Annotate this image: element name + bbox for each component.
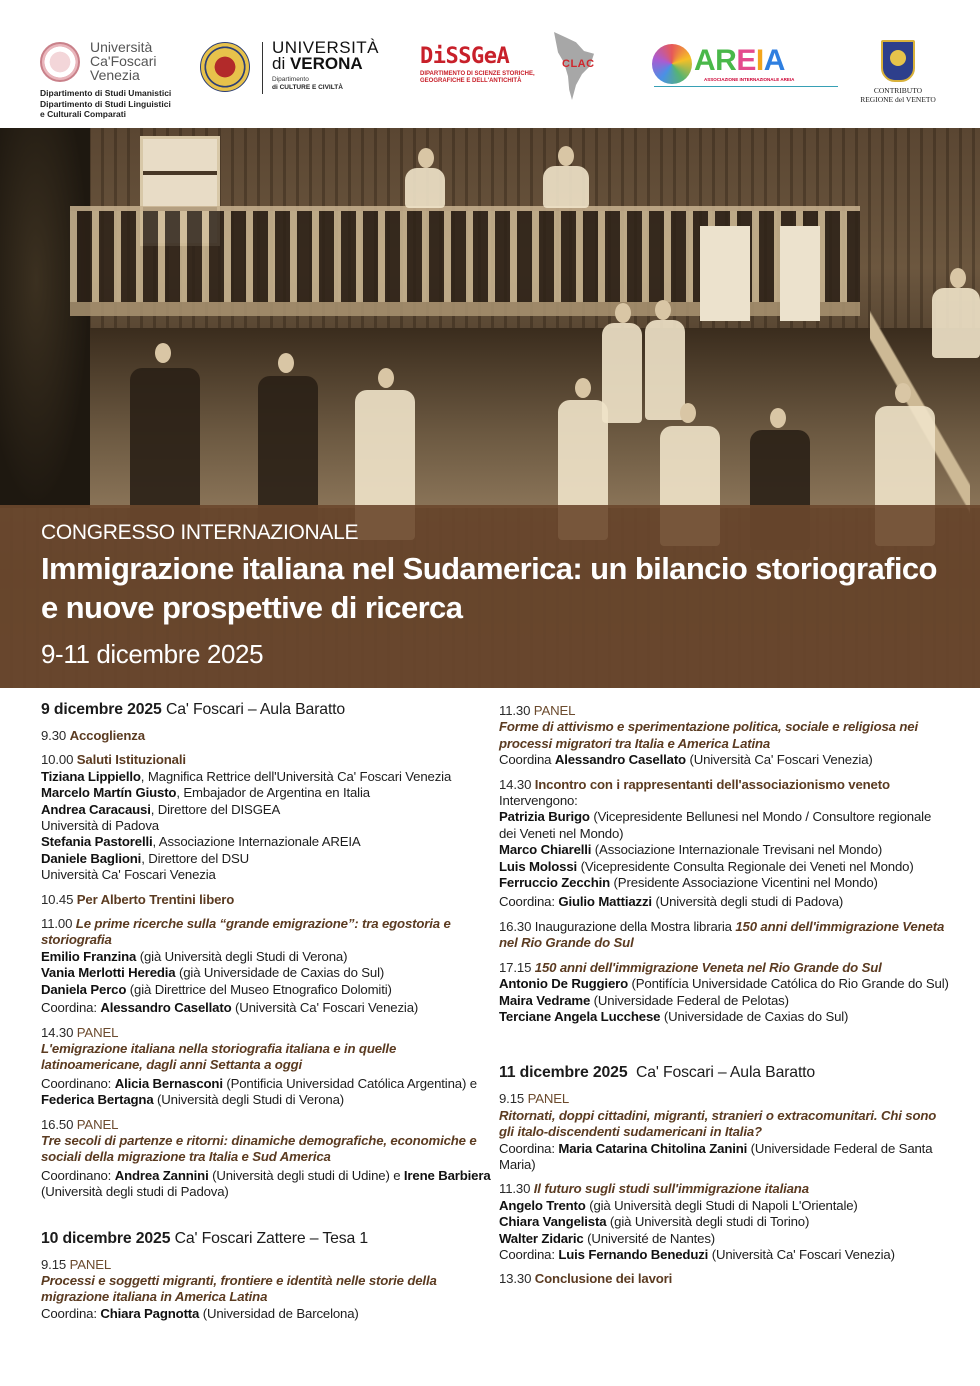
coordinator-line	[499, 894, 949, 910]
veneto-lion-shield-icon	[881, 40, 915, 82]
program-item	[499, 703, 949, 769]
speaker-affiliation: Università di Padova	[41, 818, 159, 834]
speaker-line	[499, 809, 949, 842]
coord-affiliation: (Università Ca' Foscari Venezia)	[231, 1000, 419, 1016]
coord-label: Coordina	[499, 752, 555, 768]
day-venue: Ca' Foscari – Aula Baratto	[161, 701, 346, 718]
program-item	[41, 1117, 491, 1201]
speaker-line	[41, 851, 491, 867]
logo-areia	[652, 42, 842, 97]
speaker-line	[499, 1214, 949, 1230]
coord-affiliation: (Università Ca' Foscari Venezia)	[685, 752, 873, 768]
coord-name: Andrea Zannini	[114, 1167, 209, 1183]
item-title: Per Alberto Trentini libero	[76, 891, 235, 907]
item-intro: Intervengono:	[499, 793, 578, 809]
speaker-line	[499, 1231, 949, 1247]
coord-name: Irene Barbiera	[403, 1167, 491, 1183]
speaker-name: Emilio Franzina	[41, 948, 137, 964]
speaker-affiliation: (già Direttrice del Museo Etnografico Dolomiti)	[126, 981, 392, 997]
item-header	[499, 777, 949, 793]
program-right-column	[499, 703, 949, 1296]
coord-affiliation: (Universidade Federal de Santa Maria)	[499, 1140, 933, 1172]
logo-regione-veneto	[858, 40, 938, 120]
panel-header	[41, 1117, 491, 1133]
panel-label: PANEL	[533, 703, 576, 718]
areia-rule	[654, 86, 838, 87]
photo-person	[378, 368, 394, 388]
item-title: Le prime ricerche sulla “grande emigrazione”: tra egostoria e storiografia	[41, 916, 451, 948]
item-time: 9.15	[41, 1256, 70, 1272]
item-time: 14.30	[41, 1024, 77, 1040]
item-title: Tre secoli di partenze e ritorni: dinamiche demografiche, economiche e sociali della migrazione tra Italia e Sud America	[41, 1132, 477, 1165]
photo-tree	[0, 128, 90, 508]
ca-foscari-name: Università Ca'Foscari Venezia	[90, 39, 157, 83]
speaker-affiliation: (Pontifícia Universidade Católica do Rio Grande do Sul)	[628, 976, 949, 992]
program-item	[499, 960, 949, 1026]
disgea-sub: DIPARTIMENTO DI SCIENZE STORICHE, GEOGRAFICHE E DELL'ANTICHITÀ	[420, 71, 535, 84]
item-header	[499, 960, 949, 976]
speaker-affiliation: , Direttore del DISGEA	[150, 801, 281, 817]
coordinator-line	[41, 1168, 491, 1201]
ca-foscari-seal-icon	[40, 42, 80, 82]
speaker-affiliation: (Vicepresidente Consulta Regionale dei Veneti nel Mondo)	[577, 858, 914, 874]
congress-dates: 9-11 dicembre 2025	[41, 639, 264, 669]
verona-line1: UNIVERSITÀ	[272, 38, 380, 57]
item-title: Forme di attivismo e sperimentazione politica, sociale e religiosa nei processi migratori tra Italia e America Latina	[499, 719, 918, 751]
speaker-affiliation: , Associazione Internazionale AREIA	[152, 834, 361, 850]
panel-header	[41, 1257, 491, 1273]
photo-person	[680, 403, 696, 423]
photo-person	[645, 320, 685, 420]
speaker-name: Patrizia Burigo	[499, 809, 590, 825]
program-item	[499, 1271, 949, 1287]
day-venue: Ca' Foscari – Aula Baratto	[627, 1064, 816, 1082]
photo-laundry	[700, 226, 750, 321]
speaker-line	[499, 1009, 949, 1025]
photo-person	[932, 288, 980, 358]
speaker-line	[499, 1198, 949, 1214]
speaker-line	[499, 976, 949, 992]
speaker-affiliation: (Presidente Associazione Vicentini nel Mondo)	[610, 875, 878, 891]
hero-photo	[0, 128, 980, 688]
speaker-affiliation: (Universidade Federal de Pelotas)	[590, 992, 789, 1008]
speaker-line	[499, 842, 949, 858]
speaker-name: Walter Zidaric	[499, 1230, 584, 1246]
speaker-name: Daniele Baglioni	[41, 850, 142, 866]
coord-affiliation: (Università degli studi di Padova)	[651, 894, 844, 910]
item-title: Incontro con i rappresentanti dell'associazionismo veneto	[534, 776, 890, 792]
speaker-affiliation: , Embajador de Argentina en Italia	[176, 785, 370, 801]
photo-person	[950, 268, 966, 288]
speaker-name: Antonio De Ruggiero	[499, 976, 629, 992]
photo-person	[543, 166, 589, 208]
coord-label: Coordina:	[499, 1246, 559, 1262]
coord-name: Maria Catarina Chitolina Zanini	[558, 1140, 748, 1156]
speaker-affiliation: (già Universidade de Caxias do Sul)	[175, 965, 385, 981]
item-time: 16.30	[499, 918, 535, 934]
photo-person	[895, 383, 911, 403]
photo-person	[155, 343, 171, 363]
coord-name: Alessandro Casellato	[100, 1000, 232, 1016]
speaker-name: Ferruccio Zecchin	[499, 875, 611, 891]
speaker-name: Chiara Vangelista	[499, 1214, 607, 1230]
item-header	[499, 1181, 949, 1197]
program-item	[41, 892, 491, 908]
item-time: 17.15	[499, 959, 535, 975]
day-date: 9 dicembre 2025	[41, 701, 162, 718]
speaker-name: Daniela Perco	[41, 981, 127, 997]
item-title: Processi e soggetti migranti, frontiere e identità nelle storie della migrazione italiana in America Latina	[41, 1272, 437, 1305]
program-item	[499, 777, 949, 911]
speaker-name: Terciane Angela Lucchese	[499, 1008, 661, 1024]
item-title: 150 anni dell'immigrazione Veneta nel Rio Grande do Sul	[534, 959, 882, 975]
day-venue: Ca' Foscari Zattere – Tesa 1	[170, 1229, 369, 1247]
verona-line3: Dipartimento	[272, 76, 309, 83]
disgea-mark: DiSSGeA	[420, 44, 510, 69]
photo-person	[278, 353, 294, 373]
speaker-line	[41, 769, 491, 785]
speaker-line	[41, 965, 491, 981]
speaker-line	[41, 982, 491, 998]
item-text: Inaugurazione della Mostra libraria	[534, 918, 736, 934]
logo-disgea	[420, 44, 535, 96]
panel-label: PANEL	[76, 1024, 119, 1040]
item-time: 10.00	[41, 752, 77, 768]
areia-burst-icon	[652, 44, 692, 84]
speaker-affiliation: (Universidade de Caxias do Sul)	[660, 1008, 849, 1024]
photo-person	[615, 303, 631, 323]
item-time: 11.00	[41, 916, 76, 932]
program-item	[41, 916, 491, 1016]
panel-header	[499, 703, 949, 719]
day3-heading	[499, 1063, 949, 1083]
logo-ca-foscari	[40, 40, 220, 120]
photo-person	[602, 323, 642, 423]
program-left-column	[41, 700, 491, 1330]
coord-label: Coordinano:	[41, 1167, 115, 1183]
coord-label: Coordina:	[499, 1140, 559, 1156]
coord-name: Federica Bertagna	[41, 1092, 154, 1108]
program-item	[499, 1181, 949, 1263]
panel-label: PANEL	[76, 1116, 119, 1132]
veneto-line2: REGIONE del VENETO	[860, 95, 936, 104]
day1-heading	[41, 700, 491, 720]
speaker-line	[499, 993, 949, 1009]
logo-univ-verona	[200, 40, 390, 100]
speaker-line	[41, 867, 491, 883]
sponsor-logo-bar	[0, 0, 980, 128]
photo-person	[130, 368, 200, 528]
coord-affiliation: (Università degli studi di Padova)	[41, 1184, 229, 1200]
speaker-affiliation: (Université de Nantes)	[583, 1230, 716, 1246]
speaker-name: Luis Molossi	[499, 858, 578, 874]
item-time: 9.30	[41, 728, 70, 743]
coordinator-line	[499, 1141, 949, 1174]
speaker-affiliation: (già Università degli studi di Torino)	[606, 1214, 810, 1230]
item-time: 16.50	[41, 1116, 77, 1132]
item-time: 13.30	[499, 1271, 535, 1287]
item-time: 14.30	[499, 776, 535, 792]
verona-line2	[272, 56, 363, 72]
day-date: 11 dicembre 2025	[499, 1064, 628, 1082]
item-title: Ritornati, doppi cittadini, migranti, stranieri o extracomunitari. Chi sono gli italo-discendenti sudamericani in Italia?	[499, 1107, 937, 1140]
speaker-name: Maira Vedrame	[499, 992, 591, 1008]
photo-person	[418, 148, 434, 168]
speaker-name: Tiziana Lippiello	[41, 768, 141, 784]
speaker-affiliation: Università Ca' Foscari Venezia	[41, 867, 216, 883]
logo-clac	[548, 32, 608, 102]
congress-kicker: CONGRESSO INTERNAZIONALE	[41, 521, 359, 544]
coord-label: Coordinano:	[41, 1075, 115, 1091]
veneto-line1: CONTRIBUTO	[873, 86, 923, 95]
areia-sub: ASSOCIAZIONE INTERNAZIONALE AREIA	[704, 77, 795, 82]
speaker-line	[499, 875, 949, 891]
item-title: Saluti Istituzionali	[76, 752, 186, 768]
coordinator-line	[499, 1247, 949, 1263]
speaker-line	[41, 834, 491, 850]
title-band	[0, 505, 980, 688]
panel-label: PANEL	[527, 1091, 570, 1107]
speaker-line	[41, 802, 491, 818]
coord-name: Alessandro Casellato	[554, 752, 686, 768]
program-item	[41, 752, 491, 883]
speaker-name: Marco Chiarelli	[499, 842, 592, 858]
coord-label: Coordina:	[41, 1305, 101, 1321]
dept-studi-umanistici: Dipartimento di Studi Umanistici	[40, 88, 172, 98]
item-time: 9.15	[499, 1091, 528, 1107]
speaker-name: Marcelo Martín Giusto	[41, 785, 177, 801]
item-time: 11.30	[499, 703, 534, 718]
panel-label: PANEL	[69, 1256, 112, 1272]
speaker-affiliation: , Direttore del DSU	[141, 850, 250, 866]
speaker-affiliation: (già Università degli Studi di Napoli L'Orientale)	[585, 1197, 858, 1213]
speaker-name: Andrea Caracausi	[41, 801, 151, 817]
coordinator-line	[41, 1000, 491, 1016]
speaker-line	[499, 859, 949, 875]
speaker-name: Angelo Trento	[499, 1197, 586, 1213]
logo-divider	[262, 42, 263, 94]
program-item	[41, 728, 491, 744]
program-item	[499, 1091, 949, 1173]
item-title: Il futuro sugli studi sull'immigrazione italiana	[533, 1181, 809, 1197]
speaker-line	[41, 949, 491, 965]
dept-studi-linguistici: Dipartimento di Studi Linguistici e Culturali Comparati	[40, 99, 171, 119]
panel-header	[499, 1091, 949, 1107]
coord-name: Luis Fernando Beneduzi	[558, 1246, 709, 1262]
verona-line4: di CULTURE E CIVILTÀ	[272, 84, 343, 91]
coord-name: Chiara Pagnotta	[100, 1305, 200, 1321]
coord-affiliation: (Università degli studi di Udine) e	[208, 1167, 404, 1183]
coord-affiliation: (Pontificia Universidad Católica Argentina) e	[222, 1075, 477, 1091]
item-time: 11.30	[499, 1181, 534, 1197]
day-date: 10 dicembre 2025	[41, 1229, 171, 1247]
photo-person	[655, 300, 671, 320]
clac-text: CLAC	[562, 58, 595, 70]
congress-title: Immigrazione italiana nel Sudamerica: un bilancio storiografico e nuove prospettive di ricerca	[41, 551, 937, 625]
coordinator-line	[41, 1076, 491, 1109]
photo-person	[770, 408, 786, 428]
speaker-line	[41, 818, 491, 834]
coord-affiliation: (Università degli Studi di Verona)	[153, 1092, 344, 1108]
panel-header	[41, 1025, 491, 1041]
speaker-affiliation: , Magnifica Rettrice dell'Università Ca' Foscari Venezia	[140, 768, 452, 784]
coord-affiliation: (Universidad de Barcelona)	[199, 1305, 359, 1321]
photo-person	[558, 146, 574, 166]
photo-person	[258, 376, 318, 526]
day2-heading	[41, 1229, 491, 1249]
coord-name: Giulio Mattiazzi	[558, 894, 652, 910]
program-item	[41, 1257, 491, 1323]
item-time: 10.45	[41, 891, 77, 907]
speaker-affiliation: (già Università degli Studi di Verona)	[136, 948, 348, 964]
coordinator-line	[41, 1306, 491, 1322]
verona-prefix: di	[272, 54, 290, 73]
verona-bold: VERONA	[289, 54, 363, 73]
photo-laundry	[780, 226, 820, 321]
speaker-line	[41, 785, 491, 801]
coordinator-line	[499, 752, 949, 768]
coord-label: Coordina:	[41, 1000, 101, 1016]
program-item	[41, 1025, 491, 1109]
photo-person	[575, 378, 591, 398]
speaker-name: Vania Merlotti Heredia	[41, 965, 176, 981]
coord-label: Coordina:	[499, 894, 559, 910]
speaker-affiliation: (Associazione Internazionale Trevisani nel Mondo)	[591, 842, 883, 858]
speaker-affiliation: (Vicepresidente Bellunesi nel Mondo / Consultore regionale dei Veneti nel Mondo)	[499, 809, 932, 841]
verona-seal-icon	[200, 42, 250, 92]
coord-name: Alicia Bernasconi	[114, 1075, 223, 1091]
program-item	[499, 919, 949, 952]
spacer	[499, 1033, 949, 1063]
item-title: Conclusione dei lavori	[534, 1271, 673, 1287]
speaker-name: Stefania Pastorelli	[41, 834, 153, 850]
areia-wordmark: AREIA	[694, 44, 785, 77]
coord-affiliation: (Università Ca' Foscari Venezia)	[708, 1246, 895, 1262]
item-title: L'emigrazione italiana nella storiografia italiana e in quelle latinoamericane, dagli anni Settanta a oggi	[41, 1040, 397, 1073]
spacer	[41, 1209, 491, 1229]
item-title: Accoglienza	[69, 728, 145, 743]
item-title: 150 anni dell'immigrazione Veneta nel Rio Grande do Sul	[499, 918, 945, 951]
photo-person	[405, 168, 445, 208]
